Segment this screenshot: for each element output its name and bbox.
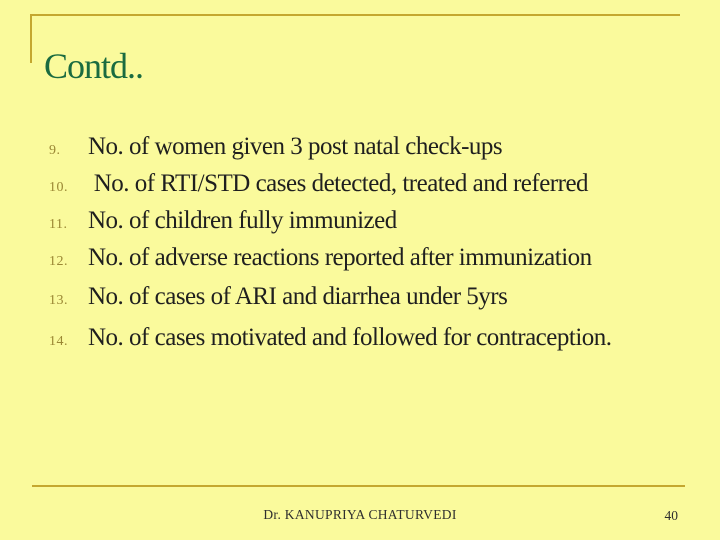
list-item: [49, 243, 689, 277]
list-item: [49, 169, 689, 203]
footer-gold-rule: [32, 485, 685, 487]
list-item-text: No. of women given 3 post natal check-ups: [88, 133, 503, 160]
list-item-number: 11.: [49, 217, 68, 232]
list-item-text: No. of RTI/STD cases detected, treated and referred: [88, 170, 589, 197]
list-item-number: 14.: [49, 334, 68, 349]
footer-author: Dr. KANUPRIYA CHATURVEDI: [263, 507, 457, 522]
list-item-text: No. of children fully immunized: [88, 207, 397, 234]
slide-page-number: 40: [664, 508, 678, 523]
list-item: [49, 282, 689, 316]
list-item-text: No. of adverse reactions reported after immunization: [88, 244, 592, 271]
list-item: [49, 323, 689, 357]
list-item: [49, 132, 689, 166]
list-item-text: No. of cases motivated and followed for contraception.: [88, 324, 612, 351]
list-item-number: 12.: [49, 254, 68, 269]
list-item: [49, 206, 689, 240]
list-item-number: 10.: [49, 180, 68, 195]
list-item-number: 9.: [49, 143, 61, 158]
list-item-number: 13.: [49, 293, 68, 308]
list-item-text: No. of cases of ARI and diarrhea under 5yrs: [88, 283, 508, 310]
slide-title: Contd..: [44, 46, 144, 86]
